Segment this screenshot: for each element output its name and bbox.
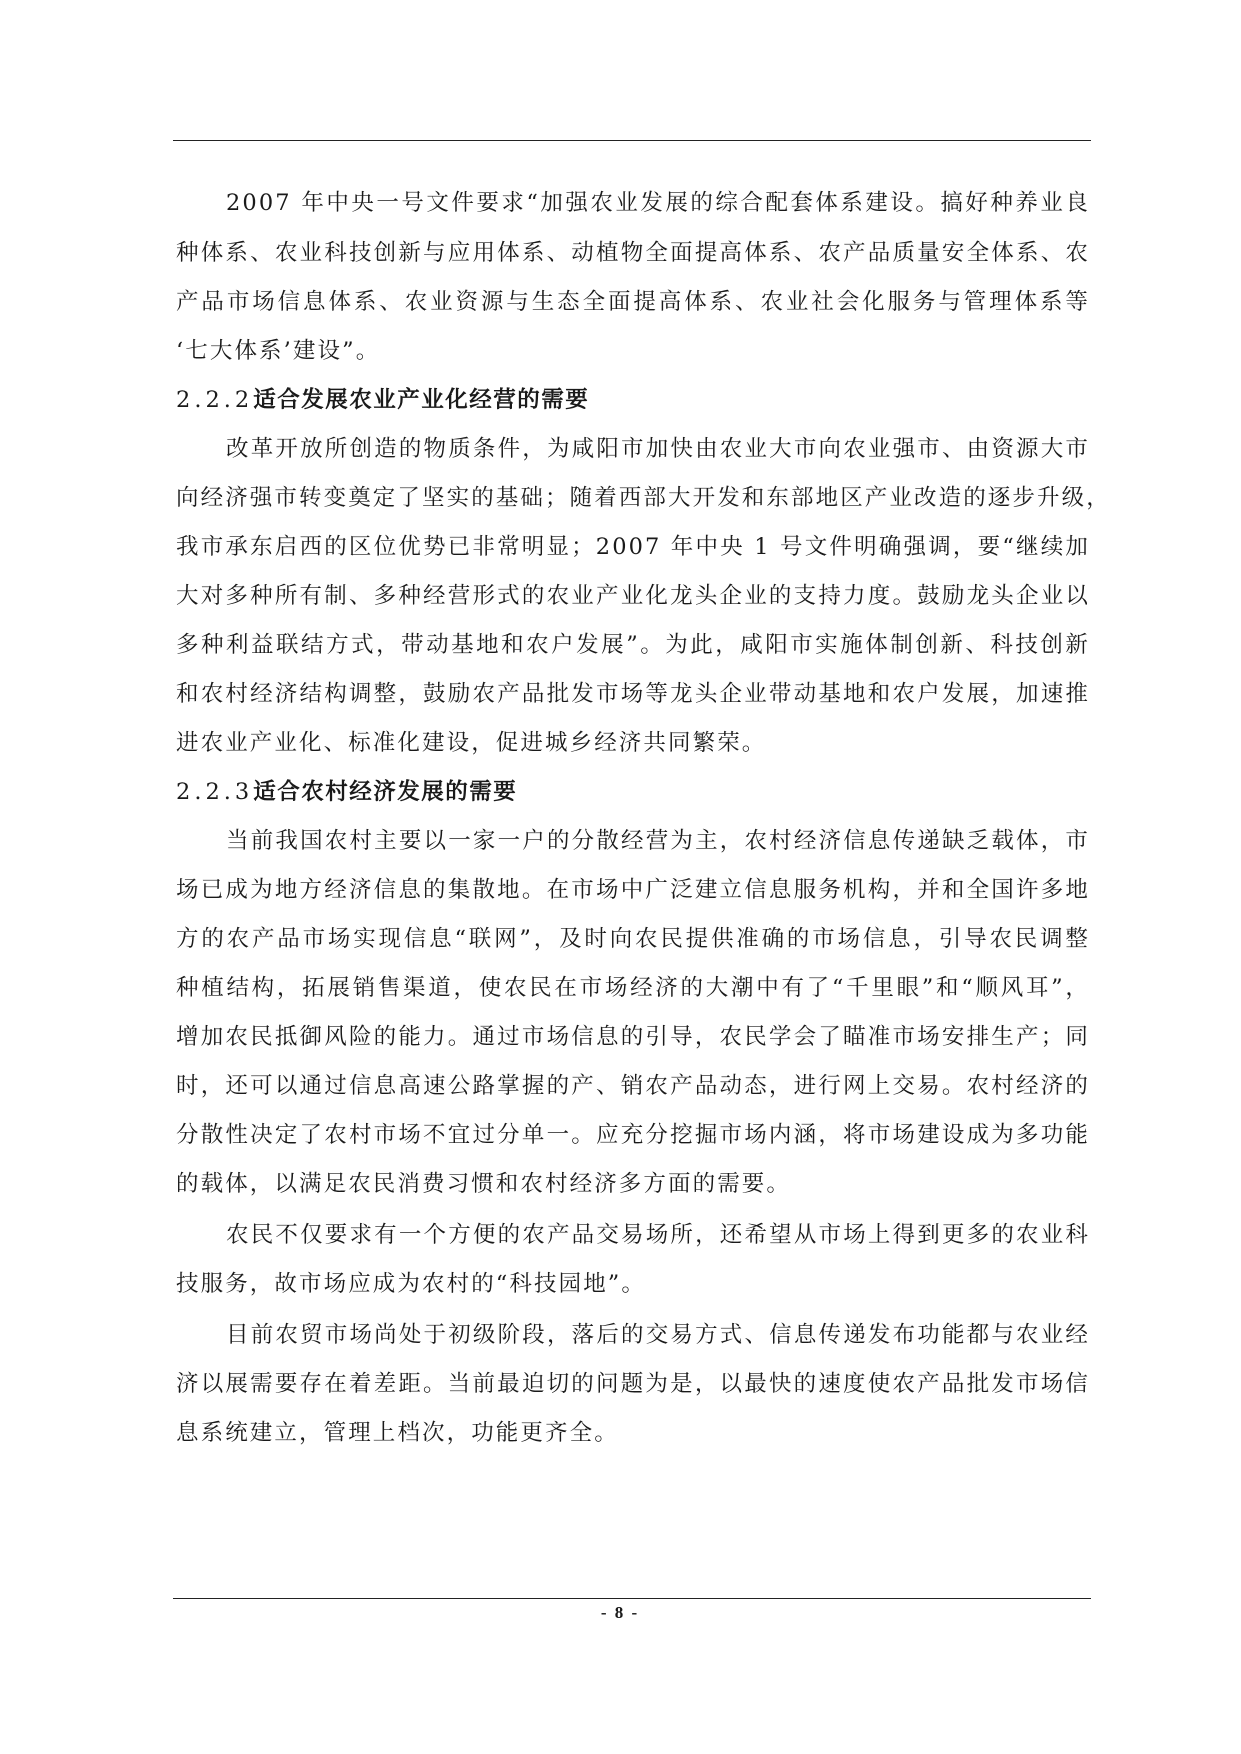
text-line: 向经济强市转变奠定了坚实的基础；随着西部大开发和东部地区产业改造的逐步升级， [176, 485, 1111, 511]
text-line: 种植结构，拓展销售渠道，使农民在市场经济的大潮中有了“千里眼”和“顺风耳”， [176, 975, 1090, 1001]
text-line: 大对多种所有制、多种经营形式的农业产业化龙头企业的支持力度。鼓励龙头企业以 [176, 583, 1090, 609]
section-heading [176, 385, 589, 415]
footer-rule [173, 1598, 1091, 1599]
text-line: 目前农贸市场尚处于初级阶段，落后的交易方式、信息传递发布功能都与农业经 [226, 1322, 1090, 1348]
text-line: 2007 年中央一号文件要求“加强农业发展的综合配套体系建设。搞好种养业良 [226, 190, 1090, 216]
page-number: - 8 - [600, 1603, 640, 1622]
section-number: 2.2.2 [176, 387, 254, 413]
text-line: ‘七大体系’建设”。 [176, 338, 381, 364]
text-line: 的载体，以满足农民消费习惯和农村经济多方面的需要。 [176, 1171, 792, 1197]
text-line: 多种利益联结方式，带动基地和农户发展”。为此，咸阳市实施体制创新、科技创新 [176, 632, 1090, 658]
section-heading [176, 777, 517, 807]
section-title: 适合农村经济发展的需要 [253, 779, 518, 805]
text-line: 方的农产品市场实现信息“联网”，及时向农民提供准确的市场信息，引导农民调整 [176, 926, 1090, 952]
section-title: 适合发展农业产业化经营的需要 [253, 387, 590, 413]
text-line: 种体系、农业科技创新与应用体系、动植物全面提高体系、农产品质量安全体系、农 [176, 240, 1090, 266]
text-line: 产品市场信息体系、农业资源与生态全面提高体系、农业社会化服务与管理体系等 [176, 289, 1090, 315]
section-number: 2.2.3 [176, 779, 254, 805]
text-line: 增加农民抵御风险的能力。通过市场信息的引导，农民学会了瞄准市场安排生产；同 [176, 1024, 1090, 1050]
text-line: 时，还可以通过信息高速公路掌握的产、销农产品动态，进行网上交易。农村经济的 [176, 1073, 1090, 1099]
text-line: 农民不仅要求有一个方便的农产品交易场所，还希望从市场上得到更多的农业科 [226, 1222, 1090, 1248]
text-line: 息系统建立，管理上档次，功能更齐全。 [176, 1420, 619, 1446]
text-line: 技服务，故市场应成为农村的“科技园地”。 [176, 1271, 647, 1297]
text-line: 场已成为地方经济信息的集散地。在市场中广泛建立信息服务机构，并和全国许多地 [176, 877, 1090, 903]
text-line: 分散性决定了农村市场不宜过分单一。应充分挖掘市场内涵，将市场建设成为多功能 [176, 1122, 1090, 1148]
text-line: 我市承东启西的区位优势已非常明显；2007 年中央 1 号文件明确强调，要“继续加 [176, 534, 1090, 560]
text-line: 进农业产业化、标准化建设，促进城乡经济共同繁荣。 [176, 730, 767, 756]
text-line: 济以展需要存在着差距。当前最迫切的问题为是，以最快的速度使农产品批发市场信 [176, 1371, 1090, 1397]
text-line: 改革开放所创造的物质条件，为咸阳市加快由农业大市向农业强市、由资源大市 [226, 436, 1090, 462]
header-rule [173, 140, 1091, 141]
text-line: 和农村经济结构调整，鼓励农产品批发市场等龙头企业带动基地和农户发展，加速推 [176, 681, 1090, 707]
text-line: 当前我国农村主要以一家一户的分散经营为主，农村经济信息传递缺乏载体，市 [226, 828, 1090, 854]
